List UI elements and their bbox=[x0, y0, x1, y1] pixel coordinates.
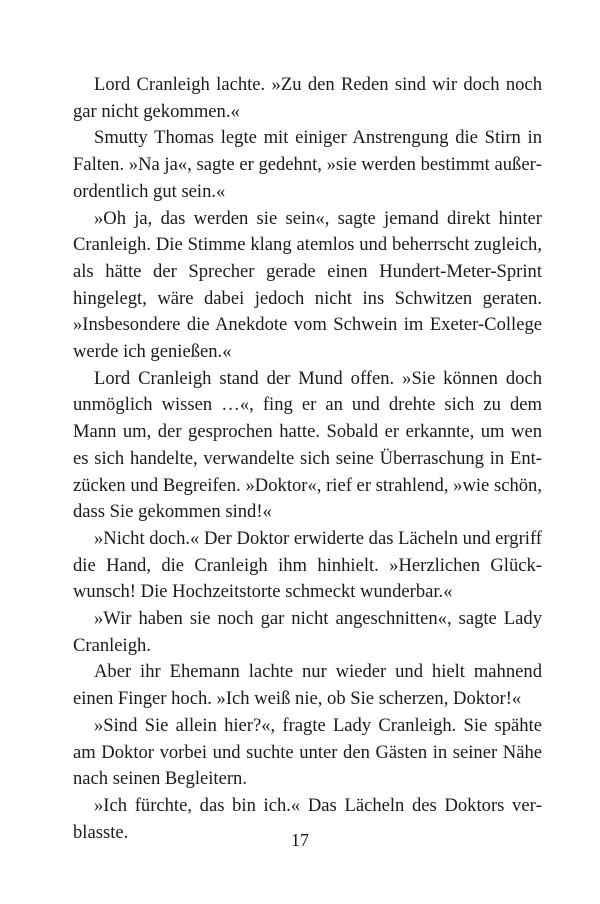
paragraph: Lord Cranleigh stand der Mund offen. »Sie können doch unmöglich wissen …«, fing er an und drehte sich zu dem Mann um, der gesprochen hatte. Sobald er erkannte, um wen es sich handelte, verwandelte sich seine Überraschung in Entzücken und Begreifen. »Doktor«, rief er strahlend, »wie schön, dass Sie gekommen sind!« bbox=[73, 367, 542, 523]
paragraph: »Sind Sie allein hier?«, fragte Lady Cranleigh. Sie spähte am Doktor vorbei und suchte unter den Gästen in seiner Nähe nach seinen Begleitern. bbox=[73, 714, 542, 790]
paragraph: »Oh ja, das werden sie sein«, sagte jemand direkt hinter Cranleigh. Die Stimme klang atemlos und beherrscht zugleich, als hätte der Sprecher gerade einen Hundert-Meter-Sprint hingelegt, wäre dabei jedoch nicht ins Schwitzen geraten. »Insbesondere die Anekdote vom Schwein im Exeter-College werde ich genießen.« bbox=[73, 207, 542, 363]
book-page-body bbox=[73, 72, 542, 846]
paragraph: Lord Cranleigh lachte. »Zu den Reden sind wir doch noch gar nicht gekommen.« bbox=[73, 74, 542, 122]
paragraph: »Wir haben sie noch gar nicht angeschnitten«, sagte Lady Cranleigh. bbox=[73, 608, 542, 656]
paragraph: »Ich fürchte, das bin ich.« Das Lächeln des Doktors verblasste. bbox=[73, 794, 542, 843]
paragraph: »Nicht doch.« Der Doktor erwiderte das Lächeln und ergriff die Hand, die Cranleigh ihm hinhielt. »Herzlichen Glückwunsch! Die Hochzeitstorte schmeckt wunderbar.« bbox=[73, 527, 542, 603]
paragraph: Aber ihr Ehemann lachte nur wieder und hielt mahnend einen Finger hoch. »Ich weiß nie, ob Sie scherzen, Doktor!« bbox=[73, 661, 542, 710]
page-number: 17 bbox=[291, 830, 309, 850]
paragraph: Smutty Thomas legte mit einiger Anstrengung die Stirn in Falten. »Na ja«, sagte er gedehnt, »sie werden bestimmt außerordentlich gut sein.« bbox=[73, 127, 542, 202]
